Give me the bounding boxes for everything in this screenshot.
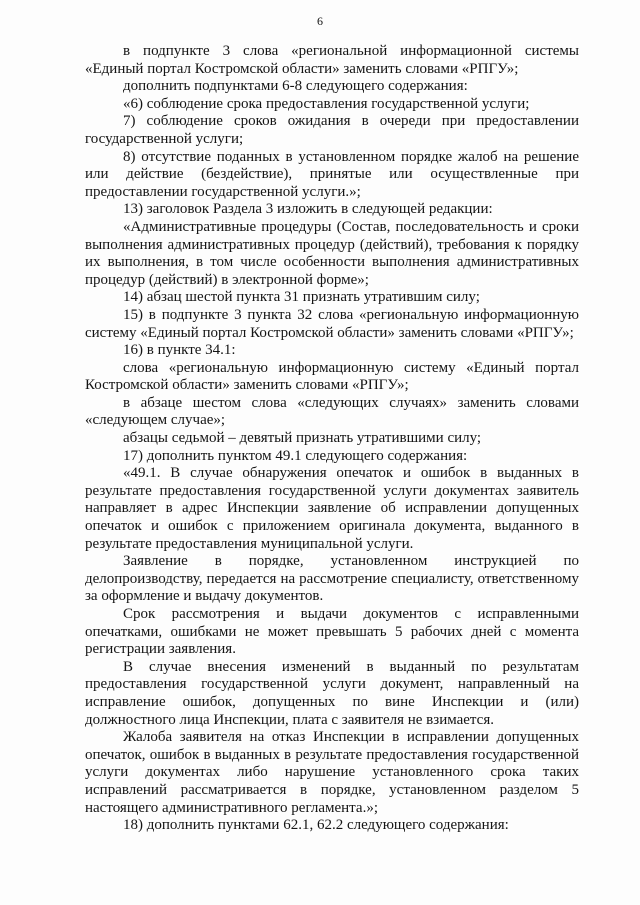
paragraph: Заявление в порядке, установленном инструкцией по делопроизводству, передается на рассмотрение специалисту, ответственному за оформление и выдачу документов.: [85, 553, 579, 605]
document-body: [85, 43, 579, 835]
paragraph: 18) дополнить пунктами 62.1, 62.2 следующего содержания:: [123, 817, 509, 834]
paragraph: в подпункте 3 слова «региональной информационной системы «Единый портал Костромской области» заменить словами «РПГУ»;: [85, 43, 579, 77]
paragraph: в абзаце шестом слова «следующих случаях» заменить словами «следующем случае»;: [85, 394, 579, 429]
paragraph: «49.1. В случае обнаружения опечаток и ошибок в выданных в результате предоставления государственной услуги документах заявитель направляет в адрес Инспекции заявление об исправлении допущенных опечаток и ошибок с приложением оригинала документа, выданного в результате предоставления муниципальной услуги.: [85, 465, 579, 552]
paragraph: В случае внесения изменений в выданный по результатам предоставления государственной услуги документ, направленный на исправление ошибок, допущенных по вине Инспекции и (или) должностного лица Инспекции, плата с заявителя не взимается.: [85, 658, 579, 728]
paragraph: 7) соблюдение сроков ожидания в очереди при предоставлении государственной услуги;: [85, 113, 579, 147]
paragraph: 15) в подпункте 3 пункта 32 слова «региональную информационную систему «Единый портал Костромской области» заменить словами «РПГУ»;: [85, 306, 579, 341]
paragraph: Срок рассмотрения и выдачи документов с исправленными опечатками, ошибками не может превышать 5 рабочих дней с момента регистрации заявления.: [85, 606, 579, 658]
paragraph: «Административные процедуры (Состав, последовательность и сроки выполнения административных процедур (действий), требования к порядку их выполнения, в том числе особенности выполнения административных процедур (действий) в электронной форме»;: [85, 218, 579, 288]
paragraph: абзацы седьмой – девятый признать утратившими силу;: [123, 430, 482, 447]
paragraph: 14) абзац шестой пункта 31 признать утратившим силу;: [123, 289, 480, 306]
paragraph: 16) в пункте 34.1:: [123, 342, 236, 359]
paragraph: 17) дополнить пунктом 49.1 следующего содержания:: [123, 447, 468, 464]
page-number: 6: [317, 14, 323, 28]
paragraph: 8) отсутствие поданных в установленном порядке жалоб на решение или действие (бездействие), принятые или осуществленные при предоставлении государственной услуги.»;: [85, 148, 579, 200]
paragraph: «6) соблюдение срока предоставления государственной услуги;: [123, 95, 530, 112]
paragraph: дополнить подпунктами 6-8 следующего содержания:: [123, 78, 468, 95]
paragraph: Жалоба заявителя на отказ Инспекции в исправлении допущенных опечаток, ошибок в выданных в результате предоставления государственной услуги документах либо нарушение установленного срока таких исправлений рассматривается в порядке, установленном разделом 5 настоящего административного регламента.»;: [85, 729, 579, 816]
paragraph: 13) заголовок Раздела 3 изложить в следующей редакции:: [123, 201, 493, 218]
paragraph: слова «региональную информационную систему «Единый портал Костромской области» заменить словами «РПГУ»;: [85, 359, 579, 394]
